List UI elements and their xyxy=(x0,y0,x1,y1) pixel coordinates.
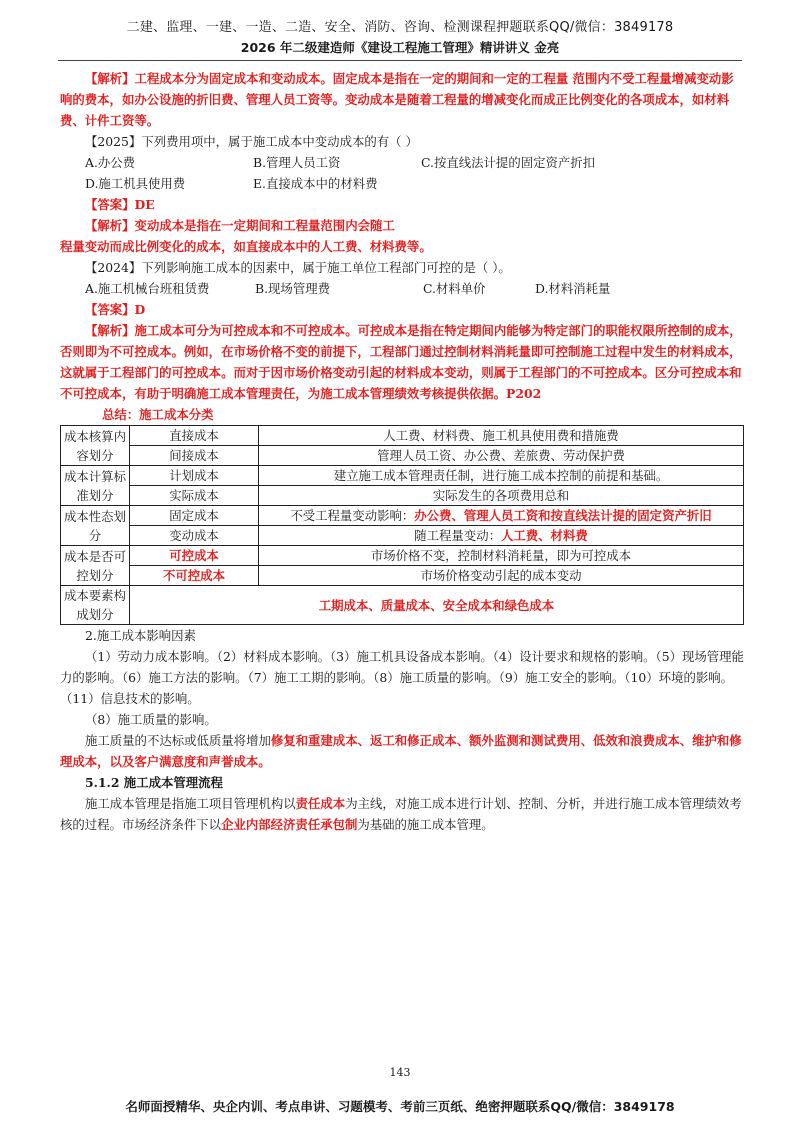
table-desc-cell: 实际发生的各项费用总和 xyxy=(259,486,744,506)
table-desc-cell: 管理人员工资、办公费、差旅费、劳动保护费 xyxy=(259,446,744,466)
quality-impact-text: 施工质量的不达标或低质量将增加 xyxy=(85,733,271,748)
header-divider xyxy=(58,60,742,61)
q1-answer: 【答案】DE xyxy=(85,197,155,212)
intro-analysis: 【解析】工程成本分为固定成本和变动成本。固定成本是指在一定的期间和一定的工程量 范围内不受工程量增减变动影响的费本，如办公设施的折旧费、管理人员工资等。变动成本是随着工程量的增减变化而成正比例变化的各项成本，如材料费、计件工资等。 xyxy=(60,71,734,128)
table-desc-cell xyxy=(259,526,744,546)
q2-option-b: B.现场管理费 xyxy=(255,281,330,296)
q1-options-row1 xyxy=(60,152,744,173)
quality-impact-paragraph xyxy=(60,730,744,772)
table-desc-highlight: 办公费、管理人员工资和按直线法计提的固定资产折旧 xyxy=(414,508,712,523)
q2-option-c: C.材料单价 xyxy=(423,281,486,296)
cost-classification-table xyxy=(60,425,744,625)
q1-option-c: C.按直线法计提的固定资产折扣 xyxy=(421,155,596,170)
table-category-cell: 成本核算内容划分 xyxy=(61,426,130,466)
table-type-cell: 直接成本 xyxy=(130,426,259,446)
summary-title: 总结：施工成本分类 xyxy=(102,407,214,422)
q2-analysis: 【解析】施工成本可分为可控成本和不可控成本。可控成本是指在特定期间内能够为特定部门的职能权限所控制的成本，否则即为不可控成本。例如，在市场价格不变的前提下，工程部门通过控制材料消耗量即可控制施工过程中发生的材料成本，这就属于工程部门的可控成本。而对于因市场价格变动引起的材料成本变动，则属于工程部门的不可控成本。区分可控成本和不可控成本，有助于明确施工成本管理责任，为施工成本管理绩效考核提供依据。P202 xyxy=(60,323,742,401)
page-content xyxy=(60,68,744,835)
table-type-cell: 计划成本 xyxy=(130,466,259,486)
document-title: 2026 年二级建造师《建设工程施工管理》精讲讲义 金亮 xyxy=(240,40,560,55)
table-row xyxy=(61,546,744,566)
table-category-cell: 成本计算标准划分 xyxy=(61,466,130,506)
table-desc-cell: 建立施工成本管理责任制，进行施工成本控制的前提和基础。 xyxy=(259,466,744,486)
table-row xyxy=(61,486,744,506)
footer-contact-line: 名师面授精华、央企内训、考点串讲、习题模考、考前三页纸、绝密押题联系QQ/微信：3849178 xyxy=(125,1099,675,1114)
table-type-cell: 变动成本 xyxy=(130,526,259,546)
q2-options-row xyxy=(60,278,744,299)
table-row xyxy=(61,586,744,625)
table-row xyxy=(61,426,744,446)
header-contact-line: 二建、监理、一建、一造、二造、安全、消防、咨询、检测课程押题联系QQ/微信：3849178 xyxy=(126,20,674,35)
page-number: 143 xyxy=(389,1066,411,1079)
section-text: 为基础的施工成本管理。 xyxy=(357,817,494,832)
factors-title: 2.施工成本影响因素 xyxy=(85,628,196,643)
table-desc-cell: 市场价格不变，控制材料消耗量，即为可控成本 xyxy=(259,546,744,566)
table-desc-cell: 市场价格变动引起的成本变动 xyxy=(259,566,744,586)
table-desc-text: 不受工程量变动影响： xyxy=(290,508,415,523)
table-row xyxy=(61,446,744,466)
table-category-cell: 成本是否可控划分 xyxy=(61,546,130,586)
table-type-cell: 实际成本 xyxy=(130,486,259,506)
table-type-cell: 间接成本 xyxy=(130,446,259,466)
table-desc-cell: 人工费、材料费、施工机具使用费和措施费 xyxy=(259,426,744,446)
q1-analysis-line2: 程量变动而成比例变化的成本，如直接成本中的人工费、材料费等。 xyxy=(60,239,432,254)
table-desc-text: 随工程量变动： xyxy=(414,528,501,543)
table-row xyxy=(61,506,744,526)
section-highlight: 企业内部经济责任承包制 xyxy=(221,817,358,832)
section-text: 为主线，对施工成本进行计划、控制、分析，并进行施工成本管理绩效考核的过程。市场经济条件下以 xyxy=(60,796,742,832)
quality-impact-highlight: 修复和重建成本、返工和修正成本、额外监测和测试费用、低效和浪费成本、维护和修理成本，以及客户满意度和声誉成本。 xyxy=(60,733,742,769)
section-highlight: 责任成本 xyxy=(295,796,346,811)
q1-analysis-line1: 【解析】变动成本是指在一定期间和工程量范围内会随工 xyxy=(85,218,395,233)
table-row xyxy=(61,526,744,546)
table-desc-highlight: 人工费、材料费 xyxy=(501,528,588,543)
q2-option-a: A.施工机械台班租赁费 xyxy=(85,281,210,296)
section-paragraph xyxy=(60,793,744,835)
table-row xyxy=(61,466,744,486)
table-row xyxy=(61,566,744,586)
q1-stem: 【2025】下列费用项中，属于施工成本中变动成本的有（ ） xyxy=(85,134,418,149)
q2-answer: 【答案】D xyxy=(85,302,146,317)
table-category-cell: 成本要素构成划分 xyxy=(61,586,130,625)
table-type-cell: 可控成本 xyxy=(130,546,259,566)
q2-stem: 【2024】下列影响施工成本的因素中，属于施工单位工程部门可控的是（ ）。 xyxy=(85,260,511,275)
table-type-cell: 不可控成本 xyxy=(130,566,259,586)
q2-option-d: D.材料消耗量 xyxy=(535,281,611,296)
section-title: 5.1.2 施工成本管理流程 xyxy=(85,775,223,790)
q1-option-a: A.办公费 xyxy=(85,155,136,170)
table-type-cell: 固定成本 xyxy=(130,506,259,526)
q1-options-row2 xyxy=(60,173,744,194)
table-desc-cell xyxy=(259,506,744,526)
section-text: 施工成本管理是指施工项目管理机构以 xyxy=(85,796,296,811)
q1-option-d: D.施工机具使用费 xyxy=(85,176,186,191)
table-desc-cell: 工期成本、质量成本、安全成本和绿色成本 xyxy=(130,586,744,625)
factors-body: （1）劳动力成本影响。（2）材料成本影响。（3）施工机具设备成本影响。（4）设计要求和规格的影响。（5）现场管理能力的影响。（6）施工方法的影响。（7）施工工期的影响。（8）施工质量的影响。（9）施工安全的影响。（10）环境的影响。（11）信息技术的影响。 xyxy=(60,649,744,706)
table-category-cell: 成本性态划分 xyxy=(61,506,130,546)
q1-option-b: B.管理人员工资 xyxy=(253,155,341,170)
q1-option-e: E.直接成本中的材料费 xyxy=(253,176,378,191)
factors-item8: （8）施工质量的影响。 xyxy=(85,712,217,727)
